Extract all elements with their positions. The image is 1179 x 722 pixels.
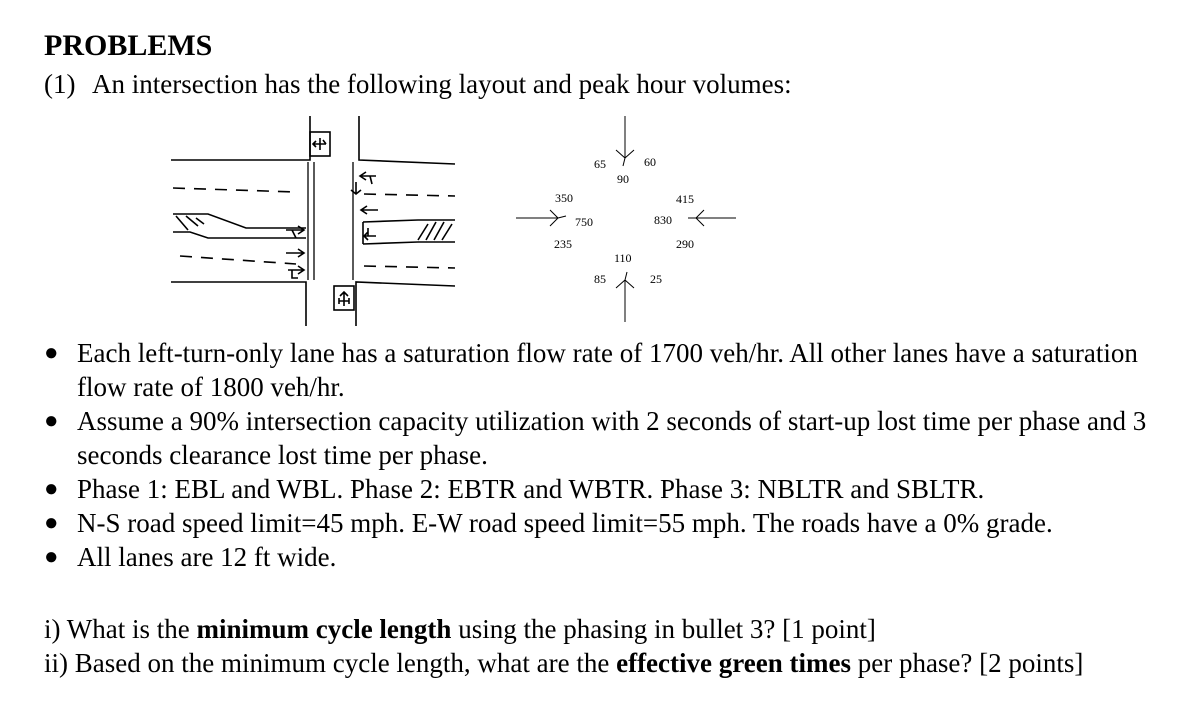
question-2: ii) Based on the minimum cycle length, what are the effective green times per phase? [2 points] [44,648,1084,678]
sb-through-volume: 90 [617,172,629,186]
bullet-icon: ● [44,476,59,502]
list-item: ● Assume a 90% intersection capacity utilization with 2 seconds of start-up lost time per phase and 3 seconds clearance lost time per phase. [44,406,1147,470]
eb-left-volume: 350 [555,191,573,205]
sb-right-volume: 60 [644,155,656,169]
lane-layout-sketch [171,116,455,326]
bullet-icon: ● [44,544,59,570]
list-item: ● Each left-turn-only lane has a saturation flow rate of 1700 veh/hr. All other lanes have a saturation flow rate of 1800 veh/hr. [44,338,1138,402]
question-1: i) What is the minimum cycle length using the phasing in bullet 3? [1 point] [44,614,876,644]
assumption-list [44,336,1164,574]
nb-through-volume: 110 [614,251,632,265]
eb-through-volume: 750 [575,215,593,229]
bullet-icon: ● [44,510,59,536]
intersection-figure [168,110,768,330]
problem-text: An intersection has the following layout and peak hour volumes: [92,69,792,99]
bullet-icon: ● [44,340,59,366]
nb-right-volume: 25 [650,272,662,286]
list-item: ● N-S road speed limit=45 mph. E-W road speed limit=55 mph. The roads have a 0% grade. [44,508,1053,538]
list-item: ● Phase 1: EBL and WBL. Phase 2: EBTR and WBTR. Phase 3: NBLTR and SBLTR. [44,474,985,504]
sb-left-volume: 65 [594,157,606,171]
problem-number: (1) [44,69,76,99]
eb-right-volume: 235 [554,237,572,251]
problem-statement [44,66,792,102]
nb-left-volume: 85 [594,272,606,286]
volume-diagram [516,116,736,322]
bullet-icon: ● [44,408,59,434]
section-heading: PROBLEMS [44,29,213,62]
list-item: ● All lanes are 12 ft wide. [44,542,337,572]
wb-through-volume: 830 [654,213,672,227]
wb-right-volume: 290 [676,237,694,251]
wb-left-volume: 415 [676,192,694,206]
